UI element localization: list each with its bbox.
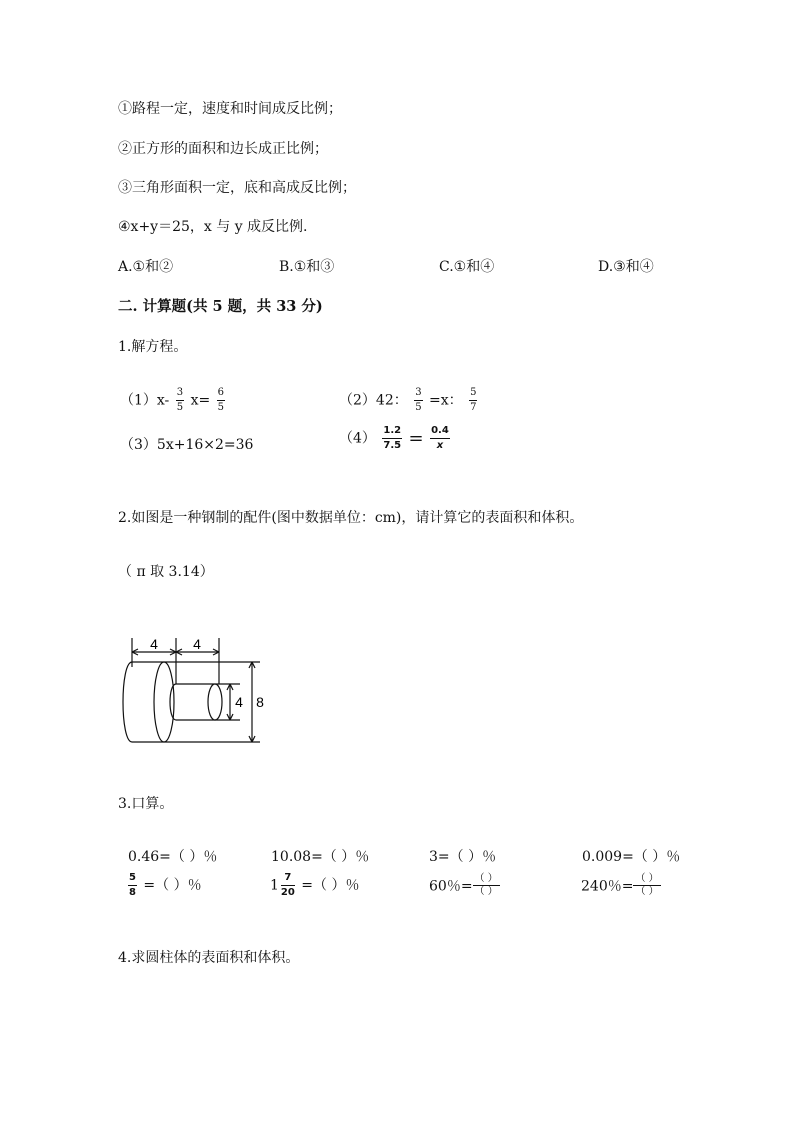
eq4-label: （4） [339, 430, 376, 447]
section-title: 二. 计算题(共 5 题，共 33 分) [118, 298, 323, 315]
eq1-label: （1）x- [120, 392, 170, 409]
eq4-fraction-2: $\frac{0.4}{x}$ [431, 425, 449, 451]
option-c: C.①和④ [439, 259, 495, 275]
statement-1: ①路程一定，速度和时间成反比例； [118, 101, 342, 117]
eq2-fraction-2: $\frac{5}{7}$ [470, 387, 477, 413]
eq1-fraction-2: $\frac{6}{5}$ [217, 387, 225, 413]
mental-item-1: 0.46=（ ）％ [128, 849, 218, 865]
mental-8-blank-fraction: （ ） （ ） [635, 873, 659, 897]
equation-2 [339, 388, 479, 413]
eq2-fraction-1: $\frac{3}{5}$ [415, 387, 422, 413]
mental-item-6 [270, 873, 359, 898]
option-b: B.①和③ [279, 259, 335, 275]
q2-note: （ π 取 3.14） [118, 564, 214, 580]
q1-title: 1.解方程。 [118, 339, 188, 355]
steel-part-figure [118, 632, 268, 748]
dim-right-label: 4 [193, 636, 201, 652]
option-d: D.③和④ [598, 259, 654, 275]
q4-title: 4.求圆柱体的表面积和体积。 [118, 950, 300, 966]
statement-3: ③三角形面积一定，底和高成反比例； [118, 180, 356, 196]
mental-5-fraction: $\frac{5}{8}$ [129, 872, 136, 898]
statement-2: ②正方形的面积和边长成正比例； [118, 141, 328, 157]
equation-1 [120, 388, 227, 413]
mental-item-2: 10.08=（ ）％ [271, 849, 370, 865]
dim-inner-label: 4 [235, 694, 243, 710]
equation-3: （3）5x+16×2=36 [120, 437, 254, 453]
q2-title: 2.如图是一种钢制的配件(图中数据单位：cm)，请计算它的表面积和体积。 [118, 510, 584, 526]
eq2-label: （2）42： [339, 392, 408, 409]
mental-item-4: 0.009=（ ）％ [582, 849, 681, 865]
equation-4 [339, 426, 452, 451]
mental-5-rest: =（ ）％ [143, 877, 202, 894]
mental-item-8 [581, 873, 661, 898]
statement-4: ④x+y＝25，x 与 y 成反比例. [118, 219, 308, 235]
dim-left-label: 4 [150, 636, 158, 652]
eq4-fraction-1: $\frac{1.2}{7.5}$ [383, 425, 402, 451]
eq1-fraction-1: $\frac{3}{5}$ [176, 387, 184, 413]
mental-6-whole: 1 [270, 877, 279, 894]
mental-6-rest: =（ ）％ [301, 877, 360, 894]
option-a: A.①和② [118, 259, 174, 275]
eq4-equals: = [408, 428, 424, 449]
mental-7-blank-fraction: （ ） （ ） [474, 873, 498, 897]
mental-7-lead: 60％= [429, 878, 473, 895]
eq2-mid: =x： [429, 392, 463, 409]
eq1-mid: x= [190, 392, 211, 409]
mental-item-5 [126, 873, 202, 898]
q3-title: 3.口算。 [118, 796, 174, 812]
mental-8-lead: 240％= [581, 878, 634, 895]
mental-6-fraction: $\frac{7}{20}$ [280, 872, 295, 898]
mental-item-7 [429, 873, 500, 898]
dim-outer-label: 8 [256, 694, 264, 710]
mental-item-3: 3=（ ）％ [429, 849, 497, 865]
